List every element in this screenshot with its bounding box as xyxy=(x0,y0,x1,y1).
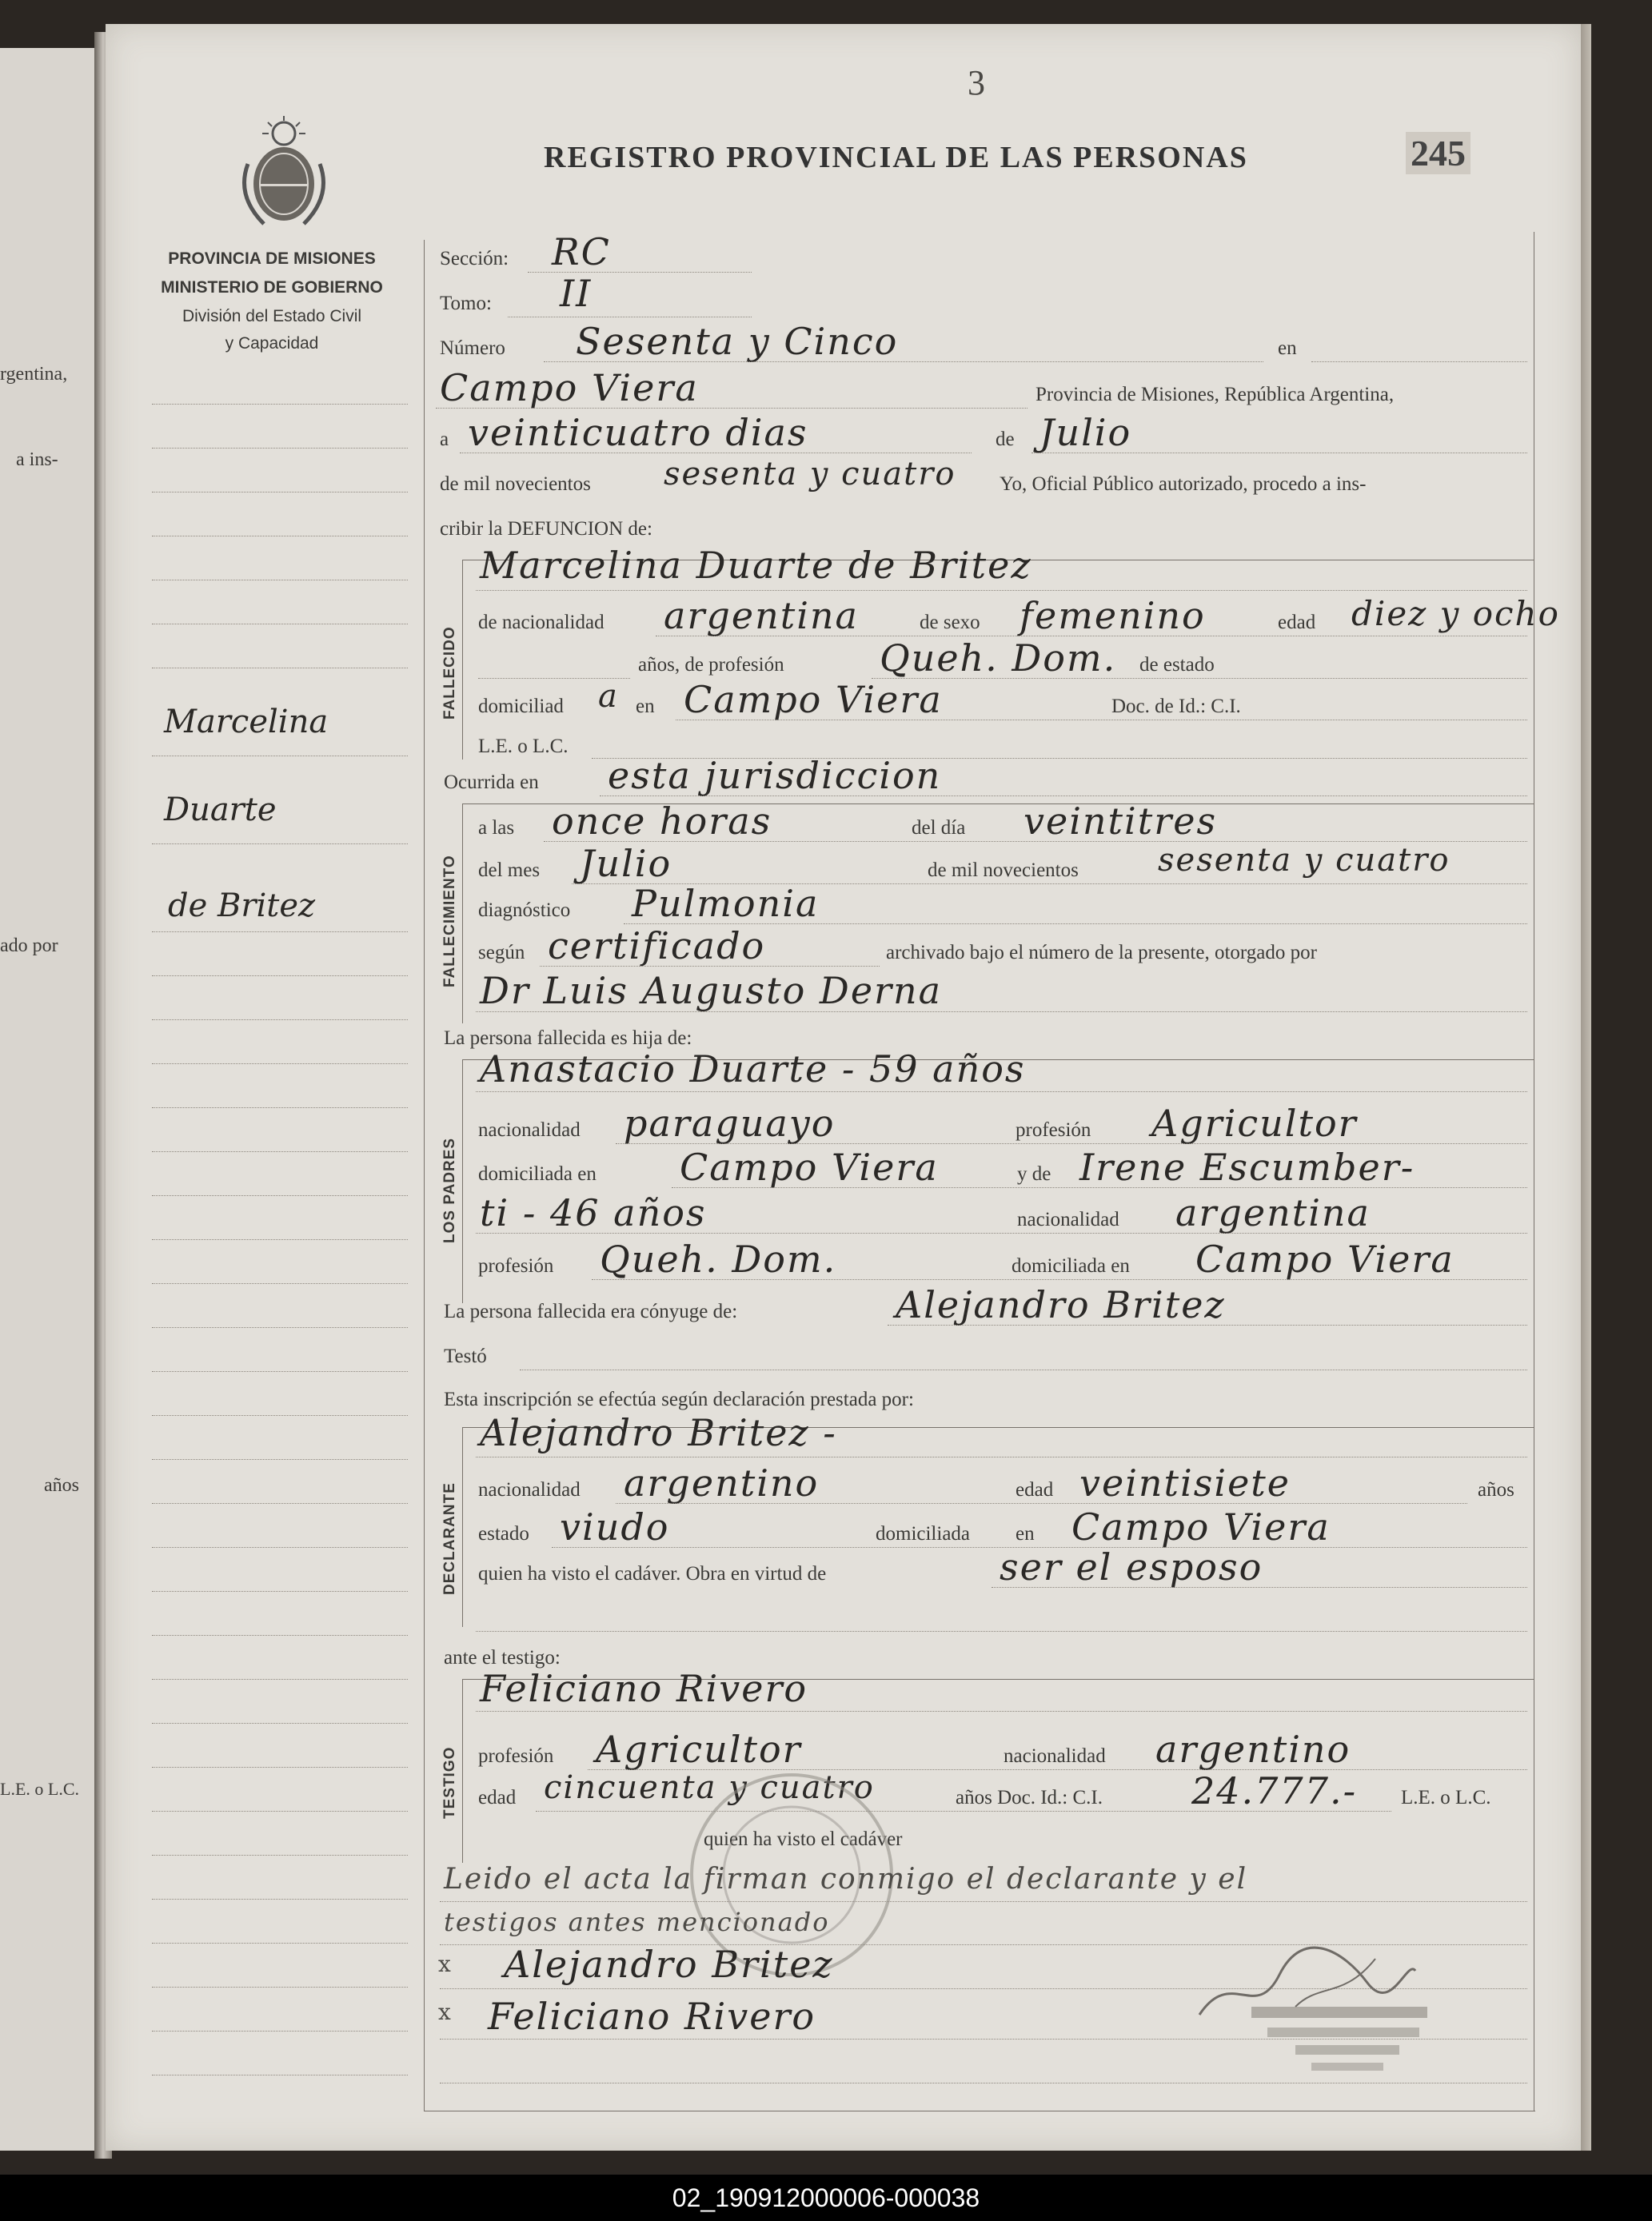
side-label-declarante: DECLARANTE xyxy=(441,1482,458,1595)
label-diagnostico: diagnóstico xyxy=(478,899,571,921)
value-padre-domicilio: Campo Viera xyxy=(680,1146,939,1189)
label-doc-id: Doc. de Id.: C.I. xyxy=(1111,696,1241,717)
rule xyxy=(592,1279,1527,1280)
margin-note-name: Duarte xyxy=(164,792,277,828)
value-madre-nombre-a: Irene Escumber- xyxy=(1079,1146,1415,1189)
value-declarante-estado: viudo xyxy=(560,1505,670,1549)
left-page-text: a ins- xyxy=(16,449,58,470)
label-nacionalidad-padre: nacionalidad xyxy=(478,1119,581,1141)
label-hija-de: La persona fallecida es hija de: xyxy=(444,1027,692,1049)
rule xyxy=(616,1503,1467,1504)
value-testigo-edad: cincuenta y cuatro xyxy=(544,1769,875,1806)
rule xyxy=(476,1631,1527,1632)
value-horas: once horas xyxy=(552,799,772,843)
label-de-estado: de estado xyxy=(1139,654,1215,676)
side-label-fallecido: FALLECIDO xyxy=(441,626,458,720)
left-page-text: ado por xyxy=(0,935,58,956)
fallecimiento-box-line xyxy=(462,803,463,1023)
rule xyxy=(1311,361,1527,362)
value-domicilio: Campo Viera xyxy=(684,678,943,721)
label-domiciliad: domiciliad xyxy=(478,696,564,717)
value-domiciliado-suffix: a xyxy=(598,678,619,715)
label-nacionalidad-madre: nacionalidad xyxy=(1017,1209,1119,1230)
label-de-mil-nov: de mil novecientos xyxy=(928,859,1079,881)
rule xyxy=(476,1091,1527,1092)
main-divider-line xyxy=(424,240,425,2111)
label-domiciliada-en-madre: domiciliada en xyxy=(1012,1255,1130,1277)
rule xyxy=(476,590,1527,591)
left-page-text: rgentina, xyxy=(0,364,68,385)
signature-declarante: Alejandro Britez xyxy=(504,1943,834,1986)
value-obra: ser el esposo xyxy=(1000,1545,1263,1589)
coat-of-arms-icon xyxy=(232,116,336,236)
rule xyxy=(476,1011,1527,1012)
label-profesion-madre: profesión xyxy=(478,1255,554,1277)
rule xyxy=(476,1711,1527,1712)
label-archivado: archivado bajo el número de la presente, otorgado por xyxy=(886,942,1317,963)
label-en-declarante: en xyxy=(1016,1523,1035,1545)
left-page-text: años xyxy=(44,1475,79,1496)
fallecido-box-line xyxy=(462,560,463,760)
value-padre-nacionalidad: paraguayo xyxy=(624,1102,836,1145)
label-quien-visto: quien ha visto el cadáver xyxy=(704,1828,903,1850)
label-nacionalidad-testigo: nacionalidad xyxy=(1004,1745,1106,1767)
value-anio-fallecimiento: sesenta y cuatro xyxy=(1158,842,1450,879)
label-seccion: Sección: xyxy=(440,248,509,269)
value-madre-domicilio: Campo Viera xyxy=(1195,1238,1454,1281)
rule xyxy=(440,1901,1527,1902)
value-tomo: II xyxy=(560,272,593,315)
value-seccion: RC xyxy=(552,230,611,273)
label-edad-declarante: edad xyxy=(1016,1479,1054,1501)
image-id-footer xyxy=(0,2175,1652,2221)
value-nombre-fallecida: Marcelina Duarte de Britez xyxy=(480,544,1032,587)
value-madre-nombre-b: ti - 46 años xyxy=(480,1191,707,1234)
label-nacionalidad-declarante: nacionalidad xyxy=(478,1479,581,1501)
margin-note-name: Marcelina xyxy=(164,704,329,740)
page-title: REGISTRO PROVINCIAL DE LAS PERSONAS xyxy=(544,141,1248,174)
label-le-lc: L.E. o L.C. xyxy=(478,736,569,757)
label-del-mes: del mes xyxy=(478,859,541,881)
value-profesion: Queh. Dom. xyxy=(880,636,1117,680)
padres-box-line xyxy=(462,1059,463,1303)
value-mes: Julio xyxy=(1039,411,1132,454)
value-madre-nacionalidad: argentina xyxy=(1175,1191,1371,1234)
label-segun: según xyxy=(478,942,525,963)
label-yo: Yo, Oficial Público autorizado, procedo a ins- xyxy=(1000,473,1367,495)
label-conyuge: La persona fallecida era cónyuge de: xyxy=(444,1301,738,1322)
value-testigo-ci: 24.777.- xyxy=(1191,1769,1358,1812)
value-dias: veinticuatro dias xyxy=(468,411,808,454)
value-lugar: Campo Viera xyxy=(440,366,699,409)
side-label-padres: LOS PADRES xyxy=(441,1137,458,1243)
label-declaracion: Esta inscripción se efectúa según declaración prestada por: xyxy=(444,1389,914,1410)
rule xyxy=(992,1587,1527,1588)
label-ante-testigo: ante el testigo: xyxy=(444,1647,561,1669)
closing-note-line1: Leido el acta la firman conmigo el declarante y el xyxy=(444,1863,1248,1896)
label-testo: Testó xyxy=(444,1346,487,1367)
margin-note-name: de Britez xyxy=(168,887,316,924)
value-segun: certificado xyxy=(548,924,766,967)
rule xyxy=(888,1325,1527,1326)
value-dia: veintitres xyxy=(1024,799,1218,843)
office-ministry: MINISTERIO DE GOBIERNO xyxy=(161,278,383,297)
value-sexo: femenino xyxy=(1020,594,1206,637)
label-le-o-lc: L.E. o L.C. xyxy=(1401,1787,1491,1808)
label-profesion-testigo: profesión xyxy=(478,1745,554,1767)
label-estado: estado xyxy=(478,1523,529,1545)
closing-note-line2: testigos antes mencionado xyxy=(444,1907,830,1937)
value-ocurrida: esta jurisdiccion xyxy=(608,754,942,797)
label-en: en xyxy=(1278,337,1297,359)
label-tomo: Tomo: xyxy=(440,293,492,314)
rule xyxy=(436,408,1028,409)
rule xyxy=(476,1233,1527,1234)
office-division: División del Estado Civil xyxy=(182,307,362,325)
value-mes-fallecimiento: Julio xyxy=(580,842,672,885)
value-padre: Anastacio Duarte - 59 años xyxy=(480,1047,1026,1091)
label-y-de: y de xyxy=(1017,1163,1051,1185)
rule xyxy=(544,361,1263,362)
value-edad: diez y ocho xyxy=(1351,594,1560,633)
label-de: de xyxy=(996,429,1015,450)
label-edad-testigo: edad xyxy=(478,1787,517,1808)
value-declarante: Alejandro Britez - xyxy=(480,1411,837,1454)
page-number: 3 xyxy=(968,63,985,102)
signature-testigo: Feliciano Rivero xyxy=(488,1995,816,2038)
rule xyxy=(536,1811,1391,1812)
label-quien-cadaver: quien ha visto el cadáver. Obra en virtud de xyxy=(478,1563,827,1585)
label-profesion-padre: profesión xyxy=(1016,1119,1091,1141)
officer-stamp-icon xyxy=(1247,1999,1455,2087)
label-a-las: a las xyxy=(478,817,515,839)
side-label-fallecimiento: FALLECIMIENTO xyxy=(441,855,458,987)
value-numero: Sesenta y Cinco xyxy=(576,320,899,363)
label-de-mil: de mil novecientos xyxy=(440,473,591,495)
value-madre-profesion: Queh. Dom. xyxy=(600,1238,837,1281)
value-declarante-domicilio: Campo Viera xyxy=(1071,1505,1331,1549)
office-capacity: y Capacidad xyxy=(225,334,319,353)
label-a: a xyxy=(440,429,449,450)
value-diagnostico: Pulmonia xyxy=(632,882,820,925)
image-id-text: 02_190912000006-000038 xyxy=(672,2183,980,2212)
value-declarante-nacionalidad: argentino xyxy=(624,1461,820,1505)
testigo-box-line xyxy=(462,1679,463,1863)
label-ocurrida: Ocurrida en xyxy=(444,772,539,793)
rule xyxy=(672,1187,1527,1188)
rule xyxy=(600,795,1527,796)
rule xyxy=(540,966,880,967)
label-anos-profesion: años, de profesión xyxy=(638,654,784,676)
value-conyuge: Alejandro Britez xyxy=(896,1283,1226,1326)
label-en-dom: en xyxy=(636,696,655,717)
label-de-sexo: de sexo xyxy=(920,612,980,633)
label-del-dia: del día xyxy=(912,817,966,839)
value-padre-profesion: Agricultor xyxy=(1151,1102,1358,1145)
value-nacionalidad: argentina xyxy=(664,594,859,637)
left-page-text: L.E. o L.C. xyxy=(0,1779,79,1799)
folio-number: 245 xyxy=(1406,132,1470,174)
label-domiciliada-en-padre: domiciliada en xyxy=(478,1163,597,1185)
label-de-nacionalidad: de nacionalidad xyxy=(478,612,605,633)
value-anio: sesenta y cuatro xyxy=(664,456,956,492)
label-anos-declarante: años xyxy=(1478,1479,1514,1501)
rule xyxy=(616,1143,1527,1144)
label-provincia: Provincia de Misiones, República Argentina, xyxy=(1035,384,1395,405)
value-declarante-edad: veintisiete xyxy=(1079,1461,1291,1505)
label-anos-doc: años Doc. Id.: C.I. xyxy=(956,1787,1103,1808)
value-testigo-nacionalidad: argentino xyxy=(1155,1728,1351,1771)
x-mark: x xyxy=(438,1999,453,2025)
declarante-box-line xyxy=(462,1427,463,1627)
label-edad: edad xyxy=(1278,612,1316,633)
label-domiciliada: domiciliada xyxy=(876,1523,971,1545)
value-testigo: Feliciano Rivero xyxy=(480,1667,808,1710)
label-numero: Número xyxy=(440,337,505,359)
office-province: PROVINCIA DE MISIONES xyxy=(168,249,376,268)
label-inscribir: cribir la DEFUNCION de: xyxy=(440,518,652,540)
value-testigo-profesion: Agricultor xyxy=(596,1728,802,1771)
x-mark: x xyxy=(438,1951,453,1977)
side-label-testigo: TESTIGO xyxy=(441,1746,458,1819)
rule xyxy=(872,678,1527,679)
value-otorgado-por: Dr Luis Augusto Derna xyxy=(480,969,943,1012)
